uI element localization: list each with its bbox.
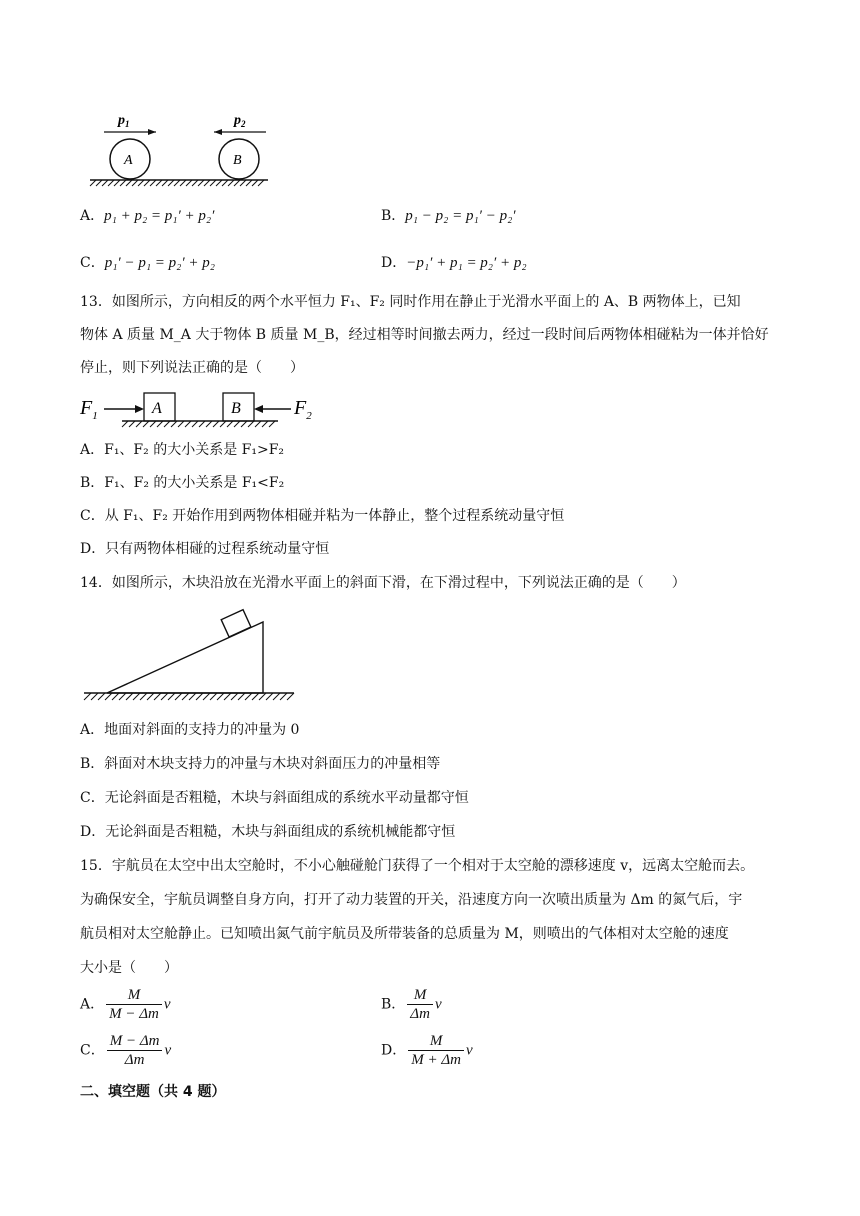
q13-stem-line-1: 13．如图所示，方向相反的两个水平恒力 F₁、F₂ 同时作用在静止于光滑水平面上的 A、B 两物体上，已知 [80,294,741,310]
q13-option-d: D．只有两物体相碰的过程系统动量守恒 [80,541,330,557]
wooden-block [221,610,251,637]
q13-option-a: A．F₁、F₂ 的大小关系是 F₁>F₂ [80,442,285,458]
q12-option-c: C．p₁′ − p₁ = p₂′ + p₂ [80,255,216,271]
q15-option-a: A． $\frac{M}{M - \Delta m}$ v [80,987,171,1022]
q14-option-b: B．斜面对木块支持力的冲量与木块对斜面压力的冲量相等 [80,756,441,772]
q12-option-a: A．p₁ + p₂ = p₁′ + p₂′ [80,208,215,224]
section-heading-fill-in: 二、填空题（共 4 题） [80,1084,226,1100]
p1-label: $p_1$ [118,113,130,129]
q13-stem-line-2: 物体 A 质量 M_A 大于物体 B 质量 M_B，经过相等时间撤去两力，经过一段时间后两物体相碰粘为一体并恰好 [80,327,769,343]
ball-b-label: B [233,153,242,168]
q14-option-c: C．无论斜面是否粗糙，木块与斜面组成的系统水平动量都守恒 [80,790,469,806]
q12-option-d: D．−p₁′ + p₁ = p₂′ + p₂ [381,255,527,271]
block-b-label: B [231,400,241,417]
figure-incline-block [80,600,300,705]
block-a-label: A [152,400,162,417]
q13-stem-line-3: 停止，则下列说法正确的是（ ） [80,360,304,376]
q13-option-b: B．F₁、F₂ 的大小关系是 F₁<F₂ [80,475,285,491]
p2-label: $p_2$ [234,113,246,129]
q14-option-d: D．无论斜面是否粗糙，木块与斜面组成的系统机械能都守恒 [80,824,456,840]
figure-forces-blocks [78,388,323,432]
q15-option-c: C． $\frac{M - \Delta m}{\Delta m}$ v [80,1033,172,1068]
figure-colliding-balls [86,110,271,190]
q15-option-d: D． $\frac{M}{M + \Delta m}$ v [381,1033,473,1068]
f1-label: $F_1$ [80,397,98,422]
q13-option-c: C．从 F₁、F₂ 开始作用到两物体相碰并粘为一体静止，整个过程系统动量守恒 [80,508,565,524]
q14-option-a: A．地面对斜面的支持力的冲量为 0 [80,722,300,738]
q15-stem-line-1: 15．宇航员在太空中出太空舱时，不小心触碰舱门获得了一个相对于太空舱的漂移速度 v，远离太空舱而去。 [80,858,755,874]
f2-label: $F_2$ [294,397,312,422]
q12-option-b: B．p₁ − p₂ = p₁′ − p₂′ [381,208,516,224]
ball-a-label: A [124,153,133,168]
q15-stem-line-4: 大小是（ ） [80,960,178,976]
q15-stem-line-2: 为确保安全，宇航员调整自身方向，打开了动力装置的开关，沿速度方向一次喷出质量为 Δm 的氮气后，宇 [80,892,743,908]
q15-option-b: B． $\frac{M}{\Delta m}$ v [381,987,442,1022]
q14-stem: 14．如图所示，木块沿放在光滑水平面上的斜面下滑，在下滑过程中，下列说法正确的是（ ） [80,575,686,591]
q15-stem-line-3: 航员相对太空舱静止。已知喷出氮气前宇航员及所带装备的总质量为 M，则喷出的气体相对太空舱的速度 [80,926,729,942]
